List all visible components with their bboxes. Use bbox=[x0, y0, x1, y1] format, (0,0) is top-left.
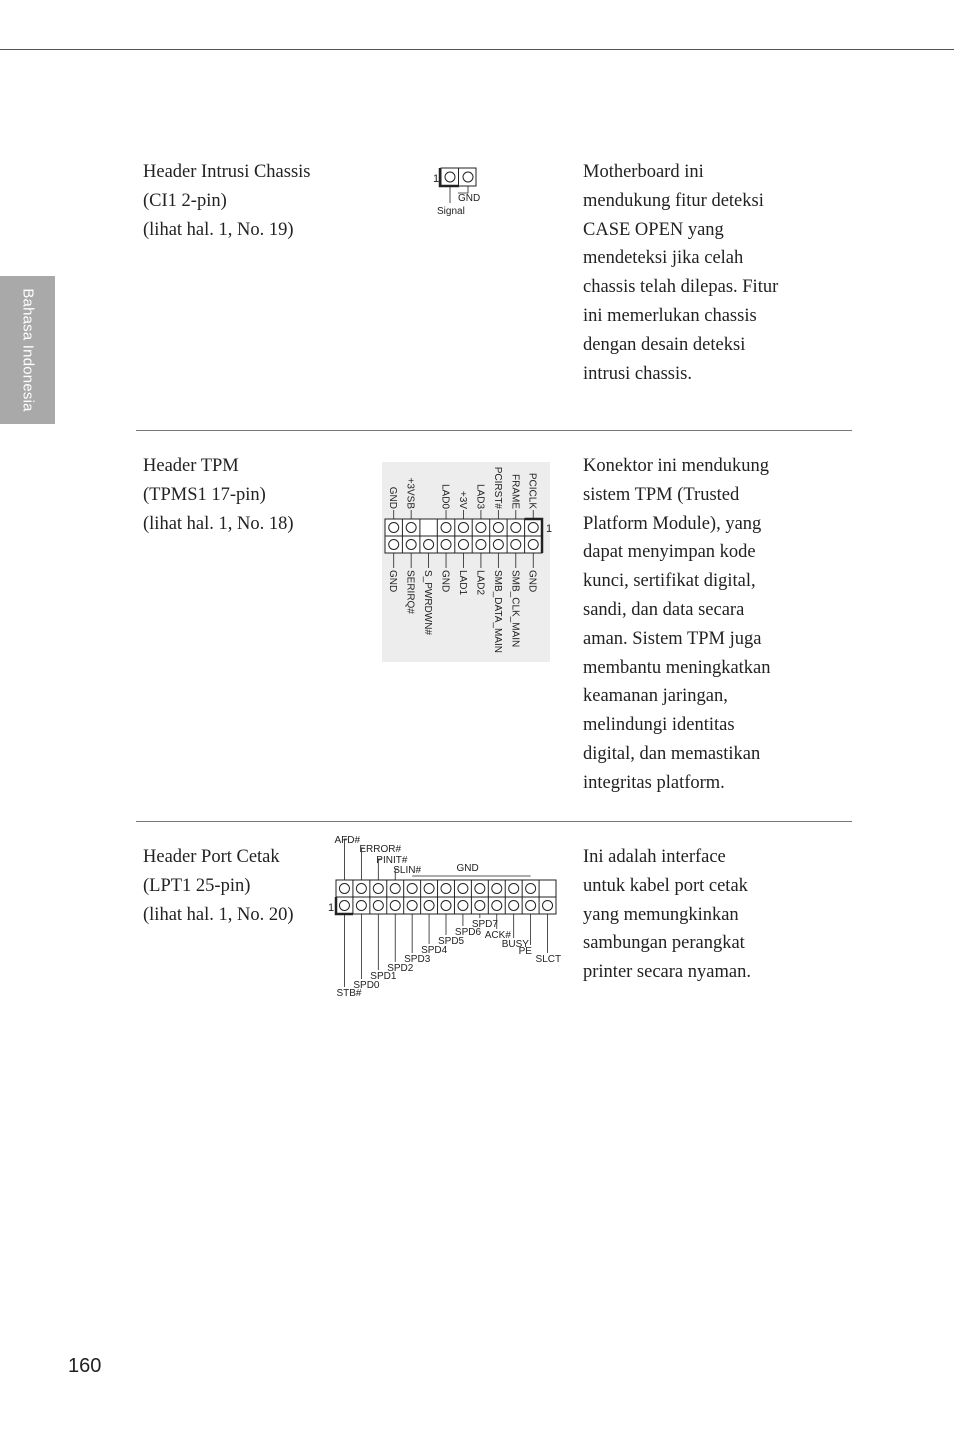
lpt-bottom-label: SPD7 bbox=[471, 919, 498, 930]
lpt-bottom-label: ACK# bbox=[484, 930, 511, 941]
tpm-bottom-label: SMB_DATA_MAIN bbox=[491, 570, 503, 653]
lpt-top-label: SLIN# bbox=[393, 865, 422, 876]
tpm-bottom-label: GND bbox=[526, 570, 538, 593]
tpm-bottom-label: GND bbox=[387, 570, 399, 593]
tpm-header-diagram bbox=[382, 462, 558, 664]
tpm-top-label: +3V bbox=[456, 490, 468, 509]
tpm-top-label: PCIRST# bbox=[491, 466, 503, 509]
lpt-bottom-label: SPD6 bbox=[454, 927, 482, 938]
tpm-top-label: LAD3 bbox=[474, 483, 486, 509]
lpt-bottom-label: BUSY bbox=[501, 939, 529, 950]
side-tab-label: Bahasa Indonesia bbox=[19, 288, 36, 412]
lpt-top-label: AFD# bbox=[334, 835, 361, 846]
section-divider-1 bbox=[136, 430, 852, 431]
lpt-bottom-label: SPD5 bbox=[438, 936, 465, 947]
printer-port-diagram bbox=[326, 832, 566, 996]
tpm-top-label: +3VSB bbox=[404, 477, 416, 509]
tpm-top-label: FRAME bbox=[509, 474, 521, 509]
printer-port-description: Ini adalah interface untuk kabel port cetak yang memungkinkan sambungan perangkat printer secara nyaman. bbox=[583, 847, 751, 983]
chassis-intrusion-diagram bbox=[428, 163, 494, 219]
tpm-top-label: GND bbox=[387, 486, 399, 509]
chassis-intrusion-title: Header Intrusi Chassis (CI1 2-pin) (lihat hal. 1, No. 19) bbox=[143, 162, 311, 240]
lpt-top-label: ERROR# bbox=[359, 844, 402, 855]
tpm-bottom-label: S_PWRDWN# bbox=[422, 570, 434, 636]
lpt-bottom-label: SPD0 bbox=[353, 980, 380, 991]
ci1-pin1-label: 1 bbox=[433, 173, 440, 185]
language-side-tab bbox=[0, 276, 55, 424]
ci1-gnd-label: GND bbox=[458, 193, 481, 204]
lpt-pin1-label: 1 bbox=[328, 902, 335, 914]
tpm-top-label: LAD0 bbox=[439, 483, 451, 509]
lpt-bottom-label: PE bbox=[518, 946, 532, 957]
lpt-bottom-label: SPD2 bbox=[387, 963, 414, 974]
lpt-bottom-label: STB# bbox=[336, 988, 362, 996]
tpm-bottom-label: GND bbox=[439, 570, 451, 593]
tpm-bottom-label: SMB_CLK_MAIN bbox=[509, 570, 521, 648]
lpt-top-label: PINIT# bbox=[376, 855, 408, 866]
tpm-bottom-label: LAD1 bbox=[456, 570, 468, 596]
lpt-bottom-label: SPD1 bbox=[370, 971, 397, 982]
tpm-description: Konektor ini mendukung sistem TPM (Trusted Platform Module), yang dapat menyimpan kode kunci, sertifikat digital, sandi, dan data secara aman. Sistem TPM juga membantu meningkatkan keamanan jaringan, melindungi identitas digital, dan memastikan integritas platform. bbox=[583, 456, 771, 793]
tpm-title: Header TPM (TPMS1 17-pin) (lihat hal. 1, No. 18) bbox=[143, 456, 294, 534]
ci1-signal-label: Signal bbox=[437, 206, 465, 217]
lpt-bottom-label: SPD3 bbox=[404, 954, 431, 965]
printer-port-title: Header Port Cetak (LPT1 25-pin) (lihat hal. 1, No. 20) bbox=[143, 847, 294, 925]
lpt-gnd-label: GND bbox=[456, 863, 479, 874]
tpm-bottom-label: SERIRQ# bbox=[404, 570, 416, 614]
lpt-bottom-label: SLCT bbox=[535, 954, 562, 965]
top-rule bbox=[0, 49, 954, 50]
chassis-intrusion-description: Motherboard ini mendukung fitur deteksi CASE OPEN yang mendeteksi jika celah chassis telah dilepas. Fitur ini memerlukan chassis dengan desain deteksi intrusi chassis. bbox=[583, 162, 779, 384]
tpm-bottom-label: LAD2 bbox=[474, 570, 486, 596]
tpm-pin1-label: 1 bbox=[546, 523, 553, 535]
page-number: 160 bbox=[68, 1355, 102, 1377]
lpt-bottom-label: SPD4 bbox=[421, 945, 448, 956]
section-divider-2 bbox=[136, 821, 852, 822]
tpm-top-label: PCICLK bbox=[526, 472, 538, 509]
